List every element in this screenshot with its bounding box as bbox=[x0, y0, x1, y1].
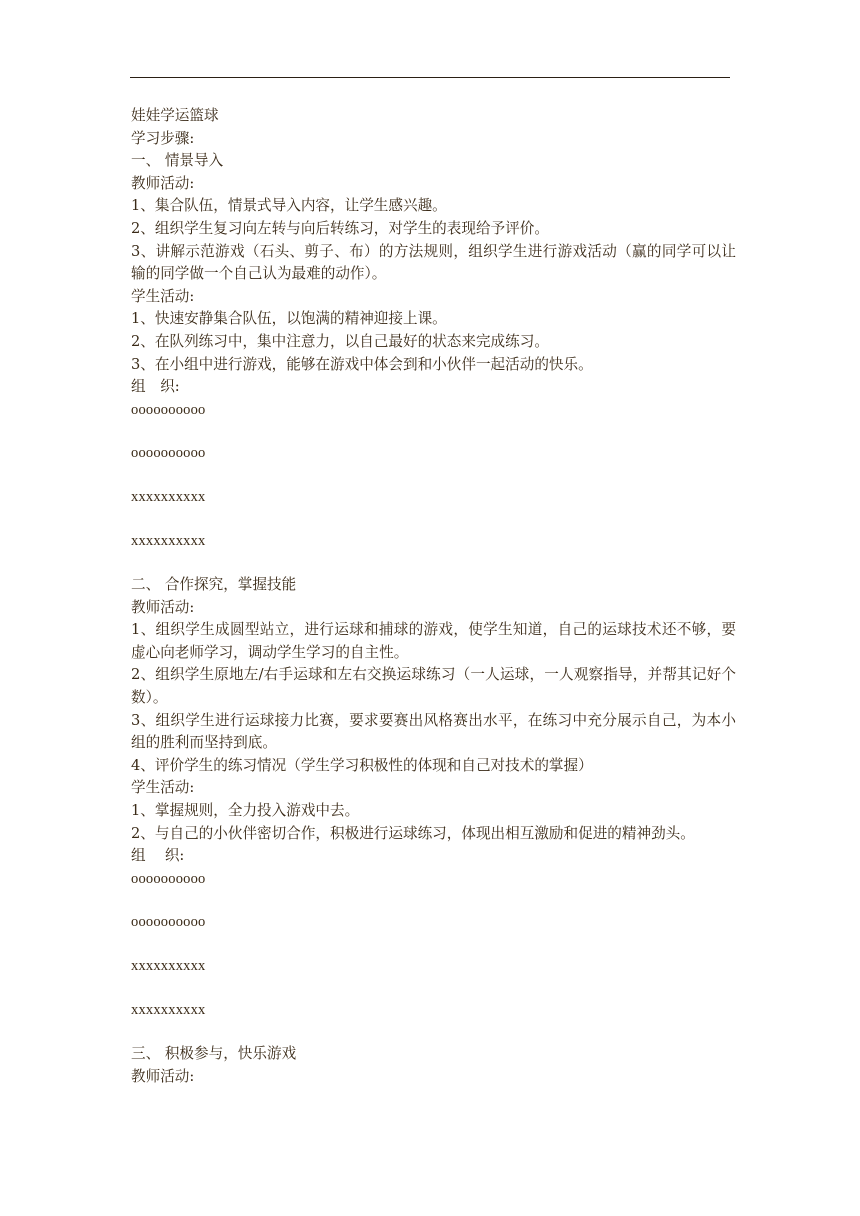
formation-row: oooooooooo bbox=[131, 914, 206, 931]
section-2-teacher-item: 1、组织学生成圆型站立，进行运球和捕球的游戏，使学生知道，自己的运球技术还不够，要虚心向老师学习，调动学生学习的自主性。 bbox=[131, 621, 736, 661]
section-2-student-heading: 学生活动: bbox=[131, 779, 195, 797]
section-1-heading: 一、 情景导入 bbox=[131, 152, 224, 170]
formation-row: oooooooooo bbox=[131, 870, 206, 887]
section-1-teacher-item: 3、讲解示范游戏（石头、剪子、布）的方法规则，组织学生进行游戏活动（赢的同学可以让输的同学做一个自己认为最难的动作）。 bbox=[131, 242, 736, 283]
formation-row: xxxxxxxxxx bbox=[131, 958, 206, 974]
steps-heading: 学习步骤: bbox=[131, 129, 195, 147]
section-2-student-item: 2、与自己的小伙伴密切合作，积极进行运球练习，体现出相互激励和促进的精神劲头。 bbox=[131, 824, 695, 842]
section-3-heading: 三、 积极参与，快乐游戏 bbox=[131, 1045, 297, 1063]
section-1-student-item: 1、快速安静集合队伍，以饱满的精神迎接上课。 bbox=[131, 310, 447, 328]
section-3-teacher-heading: 教师活动: bbox=[131, 1067, 195, 1085]
section-2-teacher-item: 2、组织学生原地左/右手运球和左右交换运球练习（一人运球，一人观察指导，并帮其记好个数）。 bbox=[131, 666, 736, 707]
section-2-heading: 二、 合作探究，掌握技能 bbox=[131, 576, 297, 594]
section-1-student-heading: 学生活动: bbox=[131, 287, 195, 305]
section-2-teacher-heading: 教师活动: bbox=[131, 598, 195, 616]
section-1-student-item: 2、在队列练习中，集中注意力，以自己最好的状态来完成练习。 bbox=[131, 332, 549, 350]
formation-row: xxxxxxxxxx bbox=[131, 488, 206, 505]
section-1-teacher-item: 1、集合队伍，情景式导入内容，让学生感兴趣。 bbox=[131, 197, 447, 215]
formation-row: xxxxxxxxxx bbox=[131, 1001, 206, 1018]
section-2-org-heading: 组 织: bbox=[131, 847, 185, 865]
header-rule bbox=[130, 77, 730, 78]
section-1-teacher-heading: 教师活动: bbox=[131, 174, 195, 192]
document-body bbox=[131, 105, 736, 1088]
formation-row: oooooooooo bbox=[131, 401, 206, 418]
section-2-student-item: 1、掌握规则，全力投入游戏中去。 bbox=[131, 802, 360, 820]
section-1-teacher-item: 2、组织学生复习向左转与向后转练习，对学生的表现给予评价。 bbox=[131, 219, 549, 237]
section-2-teacher-item: 4、评价学生的练习情况（学生学习积极性的体现和自己对技术的掌握） bbox=[131, 756, 593, 774]
section-2-teacher-item: 3、组织学生进行运球接力比赛，要求要赛出风格赛出水平，在练习中充分展示自己，为本小组的胜利而坚持到底。 bbox=[131, 711, 736, 752]
formation-row: xxxxxxxxxx bbox=[131, 532, 206, 549]
section-1-org-heading: 组 织: bbox=[131, 378, 180, 396]
document-title: 娃娃学运篮球 bbox=[131, 107, 219, 124]
section-1-student-item: 3、在小组中进行游戏，能够在游戏中体会到和小伙伴一起活动的快乐。 bbox=[131, 355, 593, 373]
formation-row: oooooooooo bbox=[131, 445, 206, 462]
